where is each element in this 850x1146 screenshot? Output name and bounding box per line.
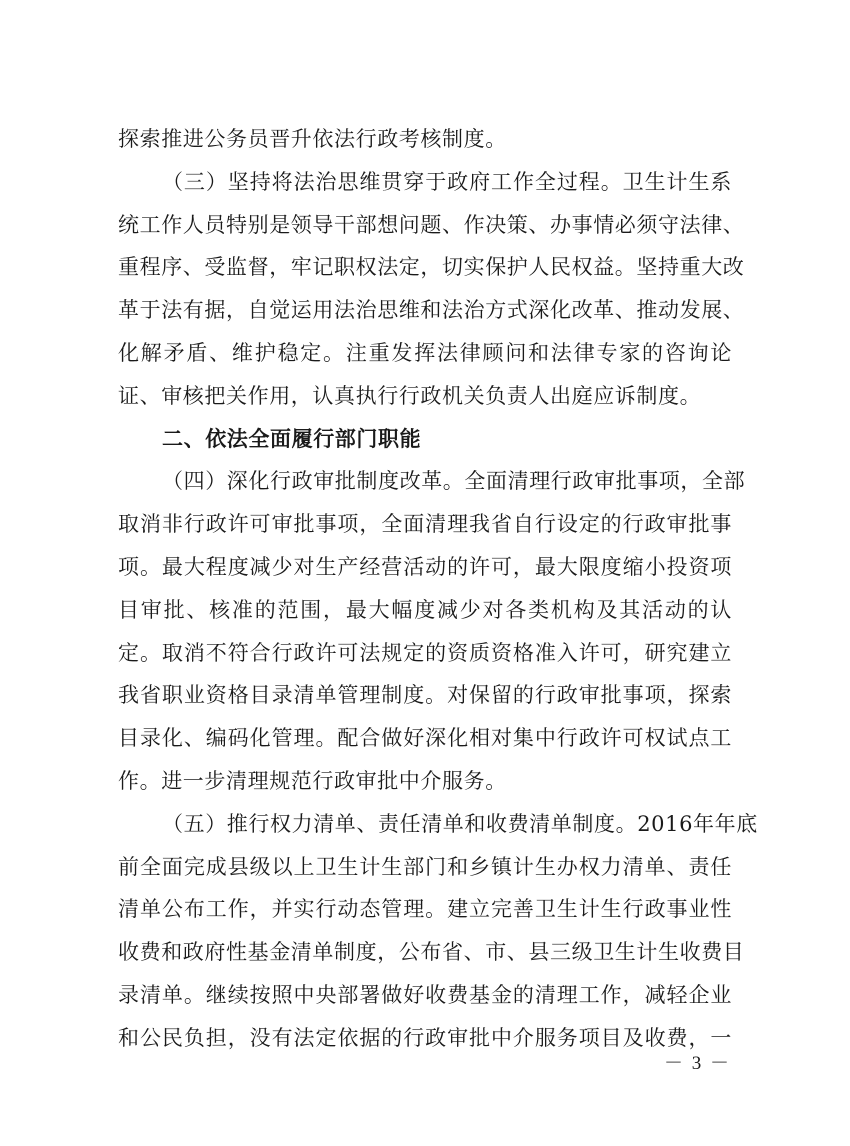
text-line: 作。进一步清理规范行政审批中介服务。: [118, 768, 507, 793]
text-line: 目录化、编码化管理。配合做好深化相对集中行政许可权试点工: [118, 726, 732, 751]
text-line: 革于法有据，自觉运用法治思维和法治方式深化改革、推动发展、: [118, 298, 745, 323]
page-number: － 3 －: [664, 1053, 732, 1074]
text-line: （四）深化行政审批制度改革。全面清理行政审批事项，全部: [162, 469, 746, 494]
body-text: [118, 118, 758, 1060]
text-line: 录清单。继续按照中央部署做好收费基金的清理工作，减轻企业: [118, 982, 732, 1007]
text-line: 前全面完成县级以上卫生计生部门和乡镇计生办权力清单、责任: [118, 854, 732, 879]
text-line: 重程序、受监督，牢记职权法定，切实保护人民权益。坚持重大改: [118, 255, 745, 280]
text-line: 统工作人员特别是领导干部想问题、作决策、办事情必须守法律、: [118, 212, 745, 237]
text-line: 探索推进公务员晋升依法行政考核制度。: [118, 127, 507, 151]
text-line: （五）推行权力清单、责任清单和收费清单制度。2016年年底: [162, 811, 758, 836]
text-line: 我省职业资格目录清单管理制度。对保留的行政审批事项，探索: [118, 683, 732, 708]
text-line: 定。取消不符合行政许可法规定的资质资格准入许可，研究建立: [118, 640, 732, 665]
text-line: 清单公布工作，并实行动态管理。建立完善卫生计生行政事业性: [118, 897, 732, 922]
text-line: 和公民负担，没有法定依据的行政审批中介服务项目及收费，一: [118, 1025, 732, 1050]
text-line: 取消非行政许可审批事项，全面清理我省自行设定的行政审批事: [118, 512, 732, 537]
text-line: 证、审核把关作用，认真执行行政机关负责人出庭应诉制度。: [118, 383, 702, 408]
section-heading: 二、依法全面履行部门职能: [162, 426, 422, 451]
text-line: 收费和政府性基金清单制度，公布省、市、县三级卫生计生收费目: [118, 940, 745, 965]
text-line: （三）坚持将法治思维贯穿于政府工作全过程。卫生计生系: [162, 169, 732, 194]
text-line: 化解矛盾、维护稳定。注重发挥法律顾问和法律专家的咨询论: [118, 340, 732, 365]
text-line: 项。最大程度减少对生产经营活动的许可，最大限度缩小投资项: [118, 554, 732, 579]
text-line: 目审批、核准的范围，最大幅度减少对各类机构及其活动的认: [118, 597, 732, 622]
